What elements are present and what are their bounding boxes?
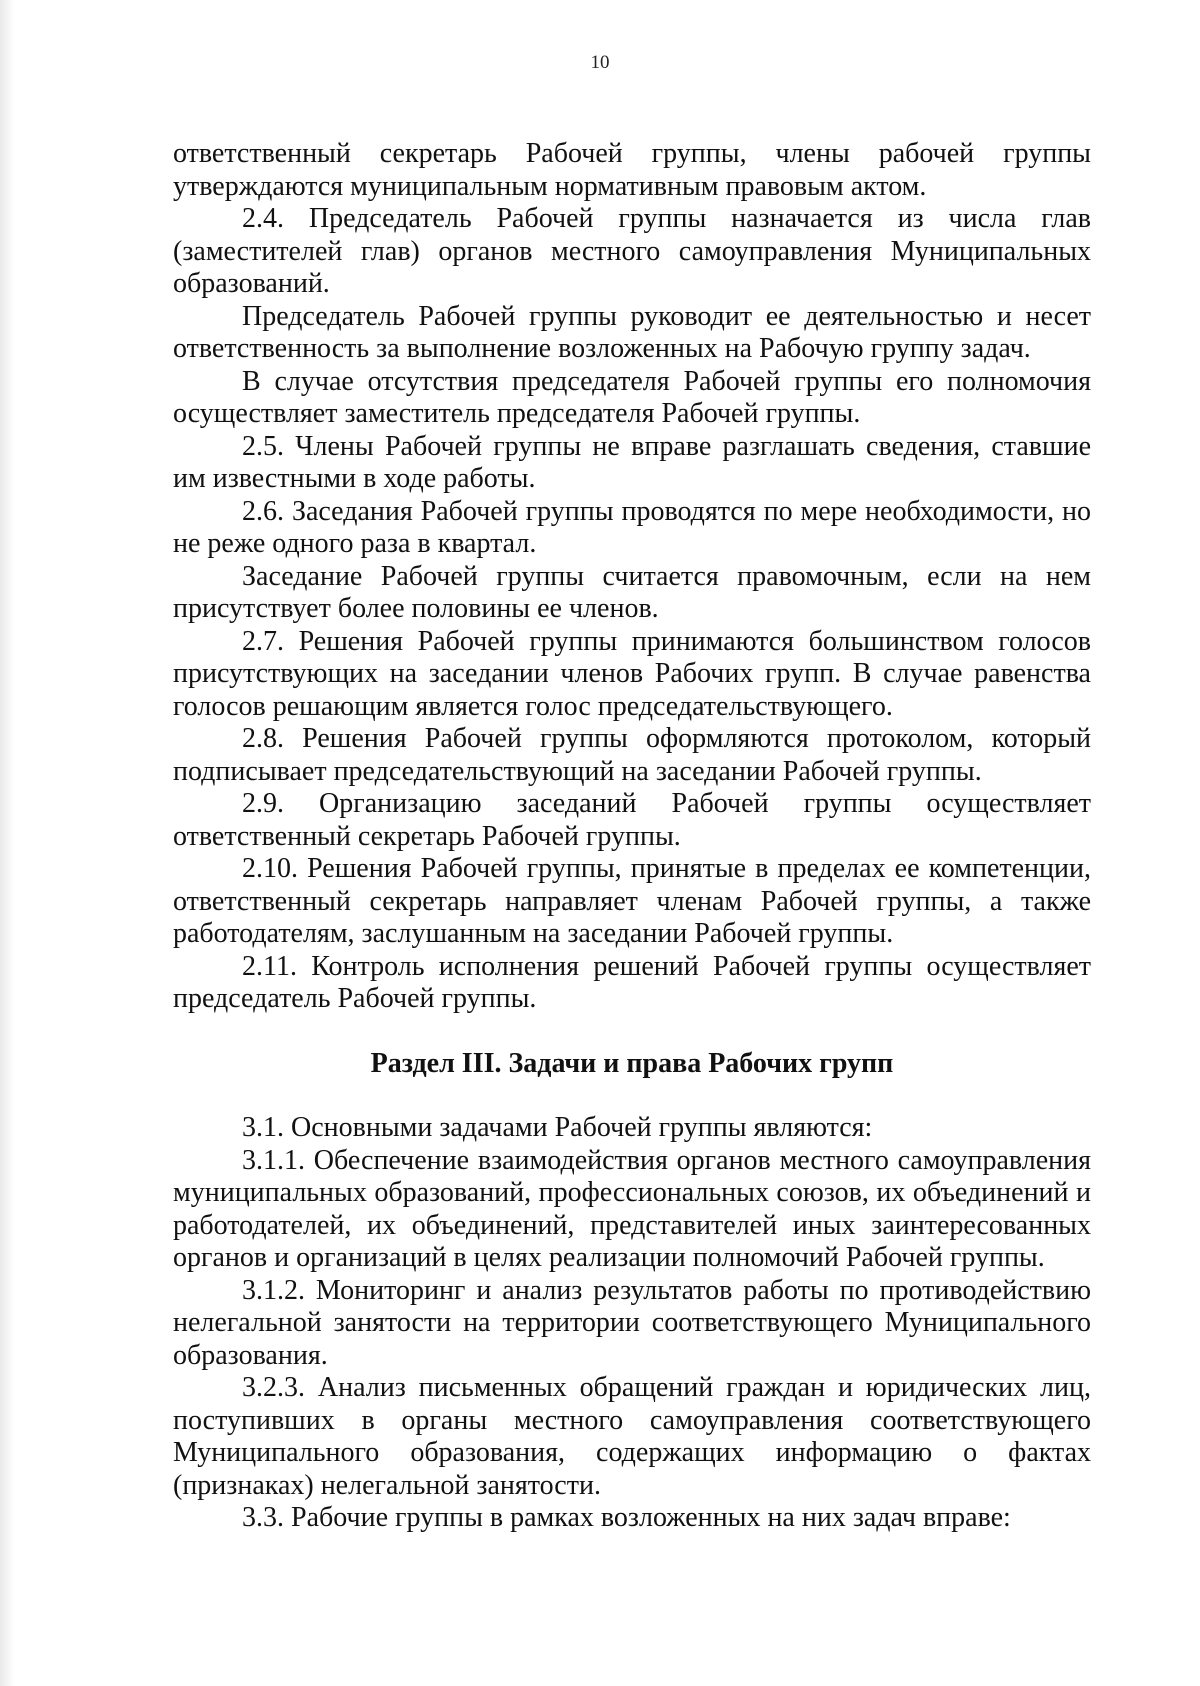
paragraph-2-5: 2.5. Члены Рабочей группы не вправе разглашать сведения, ставшие им известными в ходе работы. <box>173 430 1091 494</box>
paragraph-2-6: 2.6. Заседания Рабочей группы проводятся по мере необходимости, но не реже одного раза в квартал. <box>173 495 1091 559</box>
paragraph-2-4-chairman-duties: Председатель Рабочей группы руководит ее деятельностью и несет ответственность за выполнение возложенных на Рабочую группу задач. <box>173 300 1091 364</box>
paragraph-2-7: 2.7. Решения Рабочей группы принимаются большинством голосов присутствующих на заседании членов Рабочих групп. В случае равенства голосов решающим является голос председательствующего. <box>173 625 1091 722</box>
paragraph-intro: ответственный секретарь Рабочей группы, члены рабочей группы утверждаются муниципальным нормативным правовым актом. <box>173 138 1091 202</box>
section-3-heading: Раздел III. Задачи и права Рабочих групп <box>370 1047 894 1079</box>
paragraph-2-4: 2.4. Председатель Рабочей группы назначается из числа глав (заместителей глав) органов местного самоуправления Муниципальных образований. <box>173 203 1091 299</box>
scan-edge-shadow <box>0 0 14 1686</box>
paragraph-2-8: 2.8. Решения Рабочей группы оформляются протоколом, который подписывает председательствующий на заседании Рабочей группы. <box>173 723 1091 787</box>
page-number: 10 <box>590 52 610 73</box>
paragraph-3-3: 3.3. Рабочие группы в рамках возложенных на них задач вправе: <box>242 1502 1011 1533</box>
paragraph-2-9: 2.9. Организацию заседаний Рабочей группы осуществляет ответственный секретарь Рабочей группы. <box>173 788 1091 852</box>
paragraph-2-10: 2.10. Решения Рабочей группы, принятые в пределах ее компетенции, ответственный секретарь направляет членам Рабочей группы, а также работодателям, заслушанным на заседании Рабочей группы. <box>173 853 1091 949</box>
paragraph-3-1-2: 3.1.2. Мониторинг и анализ результатов работы по противодействию нелегальной занятости на территории соответствующего Муниципального образования. <box>173 1274 1091 1371</box>
paragraph-2-4-deputy: В случае отсутствия председателя Рабочей группы его полномочия осуществляет заместитель председателя Рабочей группы. <box>173 365 1091 429</box>
document-body <box>173 138 1091 1535</box>
paragraph-2-6-quorum: Заседание Рабочей группы считается правомочным, если на нем присутствует более половины ее членов. <box>173 560 1091 624</box>
paragraph-3-1-1: 3.1.1. Обеспечение взаимодействия органов местного самоуправления муниципальных образований, профессиональных союзов, их объединений и работодателей, их объединений, представителей иных заинтересованных органов и организаций в целях реализации полномочий Рабочей группы. <box>173 1144 1091 1273</box>
paragraph-3-1: 3.1. Основными задачами Рабочей группы являются: <box>242 1112 873 1143</box>
paragraph-2-11: 2.11. Контроль исполнения решений Рабочей группы осуществляет председатель Рабочей группы. <box>173 950 1091 1014</box>
paragraph-3-2-3: 3.2.3. Анализ письменных обращений граждан и юридических лиц, поступивших в органы местного самоуправления соответствующего Муниципального образования, содержащих информацию о фактах (признаках) нелегальной занятости. <box>173 1372 1091 1501</box>
